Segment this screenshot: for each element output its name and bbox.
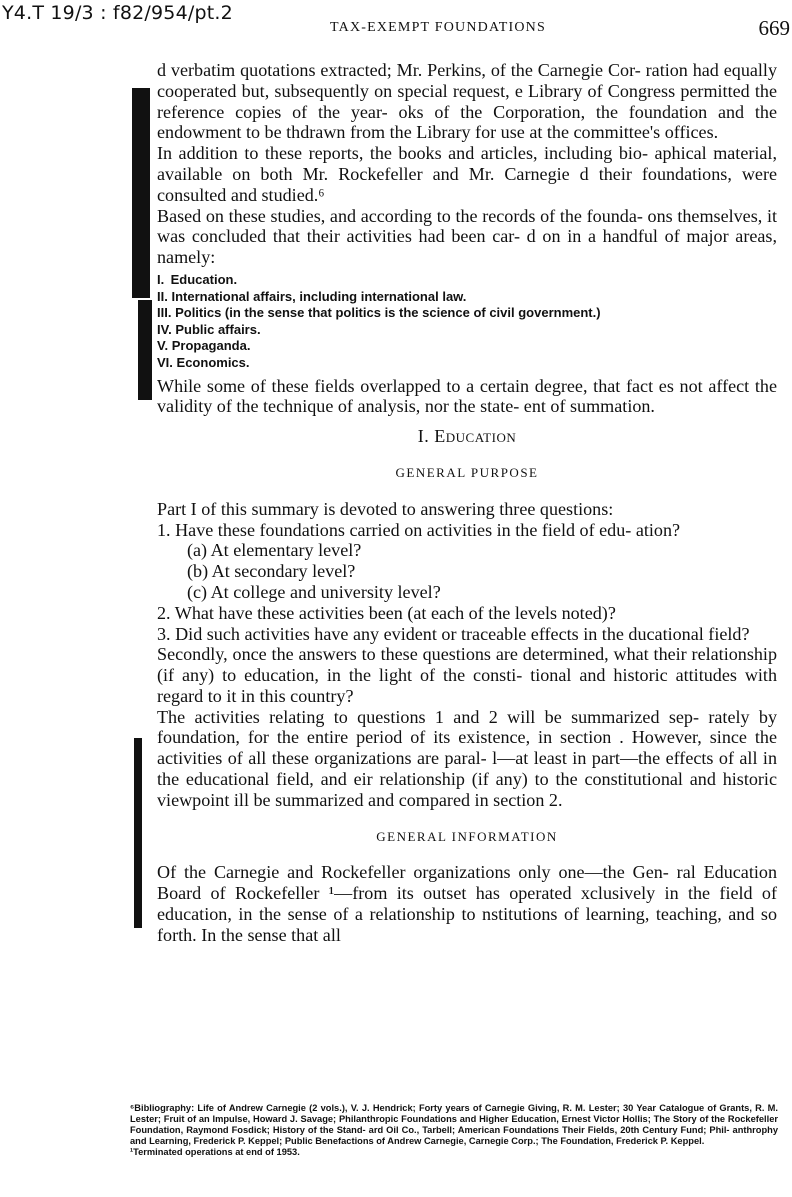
page-body bbox=[157, 60, 777, 946]
question-1: 1. Have these foundations carried on activities in the field of edu- ation? bbox=[157, 519, 681, 540]
paragraph-overlap: While some of these fields overlapped to a certain degree, that fact es not affect the validity of the technique of analysis, nor the state- ent of summation. bbox=[157, 375, 777, 417]
paragraph-studies: Based on these studies, and according to the records of the founda- ons themselves, it was concluded that their activities had been car- d on in a handful of major areas, namely: bbox=[157, 205, 777, 268]
paragraph-secondly: Secondly, once the answers to these questions are determined, what their relationship (if any) to education, in the light of the consti- tional and historic attitudes with regard to it in this country? bbox=[157, 644, 777, 706]
binding-shadow-list bbox=[138, 300, 152, 400]
section-number: I. bbox=[417, 426, 430, 447]
sub-question-c: (c) At college and university level? bbox=[187, 581, 441, 602]
subhead-general-information: GENERAL INFORMATION bbox=[376, 828, 558, 844]
list-item: V. Propaganda. bbox=[157, 338, 251, 354]
footnote-1: ¹Terminated operations at end of 1953. bbox=[130, 1147, 300, 1157]
paragraph-reports: In addition to these reports, the books and articles, including bio- aphical material, available on both Mr. Rockefeller and Mr. Carnegie d their foundations, were consulted and studied.⁶ bbox=[157, 143, 777, 205]
list-item: VI. Economics. bbox=[157, 354, 250, 370]
section-name: Education bbox=[434, 426, 517, 447]
footnotes bbox=[130, 1103, 778, 1158]
paragraph-part-intro: Part I of this summary is devoted to answering three questions: bbox=[157, 498, 614, 519]
binding-shadow-top bbox=[132, 88, 150, 298]
sub-question-a: (a) At elementary level? bbox=[187, 540, 362, 561]
footnote-6: ⁶Bibliography: Life of Andrew Carnegie (2 vols.), V. J. Hendrick; Forty years of Carnegie Giving, R. M. Lester; 30 Year Catalogue of Grants, R. M. Lester; Fruit of an Impulse, Howard J. Savage; Philanthropic Foundations and Higher Education, Ernest Victor Hollis; The Story of the Rockefeller Foundation, Raymond Fosdick; History of the Stand- ard Oil Co., Tarbell; American Foundations Their Fields, 20th Century Fund; Phil- anthrophy and Learning, Frederick P. Keppel; Public Benefactions of Andrew Carnegie, Carnegie Corp.; The Foundation, Frederick P. Keppel. bbox=[130, 1103, 778, 1146]
page-number: 669 bbox=[758, 16, 790, 40]
subhead-general-purpose: GENERAL PURPOSE bbox=[395, 464, 539, 480]
question-2: 2. What have these activities been (at each of the levels noted)? bbox=[157, 602, 616, 623]
paragraph-activities: The activities relating to questions 1 and 2 will be summarized sep- rately by foundation, for the entire period of its existence, in section . However, since the activities of all these organizations are paral- l—at least in part—the effects of all in the educational field, and eir relationship (if any) to the constitutional and historic viewpoint ill be summarized and compared in section 2. bbox=[157, 706, 777, 810]
areas-list bbox=[157, 272, 777, 372]
running-head: TAX-EXEMPT FOUNDATIONS bbox=[330, 20, 546, 35]
paragraph-general-info: Of the Carnegie and Rockefeller organizations only one—the Gen- ral Education Board of Rockefeller ¹—from its outset has operated xclusively in the field of education, in the sense of a relationship to nstitutions of learning, teaching, and so forth. In the sense that all bbox=[157, 862, 777, 945]
list-item: II. International affairs, including international law. bbox=[157, 288, 467, 304]
section-title bbox=[157, 426, 777, 447]
sub-question-b: (b) At secondary level? bbox=[187, 561, 356, 582]
list-item: III. Politics (in the sense that politics is the science of civil government.) bbox=[157, 305, 601, 321]
binding-shadow-mid bbox=[134, 738, 142, 928]
list-item: I. Education. bbox=[157, 271, 238, 287]
catalog-stamp: Y4.T 19/3 : f82/954/pt.2 bbox=[2, 2, 233, 24]
question-3: 3. Did such activities have any evident or traceable effects in the ducational field? bbox=[157, 623, 750, 644]
paragraph-verbatim: d verbatim quotations extracted; Mr. Perkins, of the Carnegie Cor- ration had equally cooperated but, subsequently on special request, e Library of Congress permitted the reference copies of the year- oks of the Corporation, the foundation and the endowment to be thdrawn from the Library for use at the committee's offices. bbox=[157, 60, 777, 143]
list-item: IV. Public affairs. bbox=[157, 321, 261, 337]
